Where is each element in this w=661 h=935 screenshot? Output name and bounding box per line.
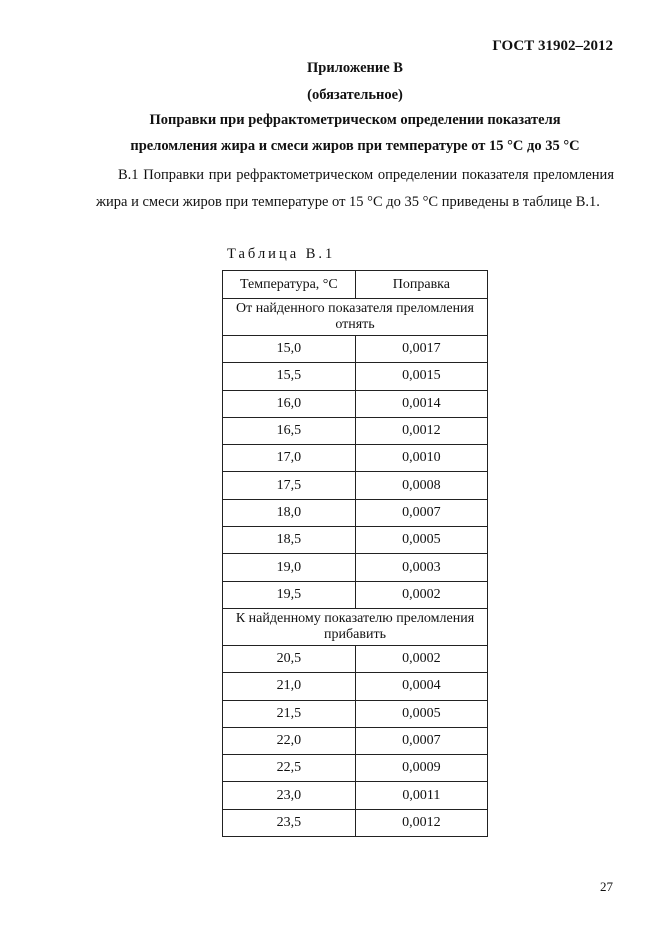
table-row (223, 727, 488, 754)
correction-cell: 0,0012 (355, 417, 487, 444)
table-group-label: К найденному показателю преломления прибавить (223, 608, 488, 645)
correction-cell: 0,0009 (355, 755, 487, 782)
table-group-row (223, 299, 488, 336)
temperature-cell: 16,0 (223, 390, 356, 417)
temperature-cell: 20,5 (223, 645, 356, 672)
table-row (223, 645, 488, 672)
temperature-cell: 21,0 (223, 673, 356, 700)
correction-cell: 0,0007 (355, 499, 487, 526)
temperature-cell: 15,5 (223, 363, 356, 390)
table-row (223, 527, 488, 554)
correction-cell: 0,0014 (355, 390, 487, 417)
temperature-cell: 23,5 (223, 809, 356, 836)
temperature-cell: 22,0 (223, 727, 356, 754)
correction-cell: 0,0002 (355, 581, 487, 608)
column-header-temperature: Температура, °С (223, 271, 356, 299)
column-header-correction: Поправка (355, 271, 487, 299)
document-code: ГОСТ 31902–2012 (492, 38, 613, 54)
appendix-status: (обязательное) (307, 87, 403, 103)
page-number: 27 (600, 879, 613, 894)
table-group-label: От найденного показателя преломления отнять (223, 299, 488, 336)
correction-cell: 0,0003 (355, 554, 487, 581)
correction-cell: 0,0010 (355, 445, 487, 472)
temperature-cell: 16,5 (223, 417, 356, 444)
temperature-cell: 18,5 (223, 527, 356, 554)
table-row (223, 581, 488, 608)
table-header-row (223, 271, 488, 299)
temperature-cell: 15,0 (223, 336, 356, 363)
correction-cell: 0,0012 (355, 809, 487, 836)
temperature-cell: 17,5 (223, 472, 356, 499)
temperature-cell: 18,0 (223, 499, 356, 526)
body-paragraph: В.1 Поправки при рефрактометрическом определении показателя преломления жира и смеси жиров при температуре от 15 °С до 35 °С приведены в таблице В.1. (96, 167, 614, 210)
appendix-title: Приложение В (307, 60, 403, 76)
table-row (223, 472, 488, 499)
correction-cell: 0,0011 (355, 782, 487, 809)
appendix-subtitle-line1: Поправки при рефрактометрическом определении показателя (149, 112, 561, 128)
table-row (223, 673, 488, 700)
table-row (223, 809, 488, 836)
correction-cell: 0,0002 (355, 645, 487, 672)
correction-cell: 0,0015 (355, 363, 487, 390)
temperature-cell: 19,0 (223, 554, 356, 581)
correction-cell: 0,0005 (355, 700, 487, 727)
table-group-row (223, 608, 488, 645)
temperature-cell: 22,5 (223, 755, 356, 782)
temperature-cell: 19,5 (223, 581, 356, 608)
table-row (223, 499, 488, 526)
table-row (223, 445, 488, 472)
table-row (223, 554, 488, 581)
table-caption: Таблица В.1 (227, 246, 336, 262)
correction-cell: 0,0008 (355, 472, 487, 499)
correction-cell: 0,0004 (355, 673, 487, 700)
correction-cell: 0,0017 (355, 336, 487, 363)
correction-cell: 0,0005 (355, 527, 487, 554)
table-row (223, 363, 488, 390)
table-row (223, 755, 488, 782)
temperature-cell: 23,0 (223, 782, 356, 809)
correction-cell: 0,0007 (355, 727, 487, 754)
temperature-cell: 21,5 (223, 700, 356, 727)
appendix-subtitle-line2: преломления жира и смеси жиров при температуре от 15 °С до 35 °С (130, 138, 580, 154)
table-row (223, 390, 488, 417)
table-row (223, 336, 488, 363)
table-row (223, 782, 488, 809)
table-row (223, 417, 488, 444)
corrections-table (222, 270, 488, 837)
table-row (223, 700, 488, 727)
temperature-cell: 17,0 (223, 445, 356, 472)
